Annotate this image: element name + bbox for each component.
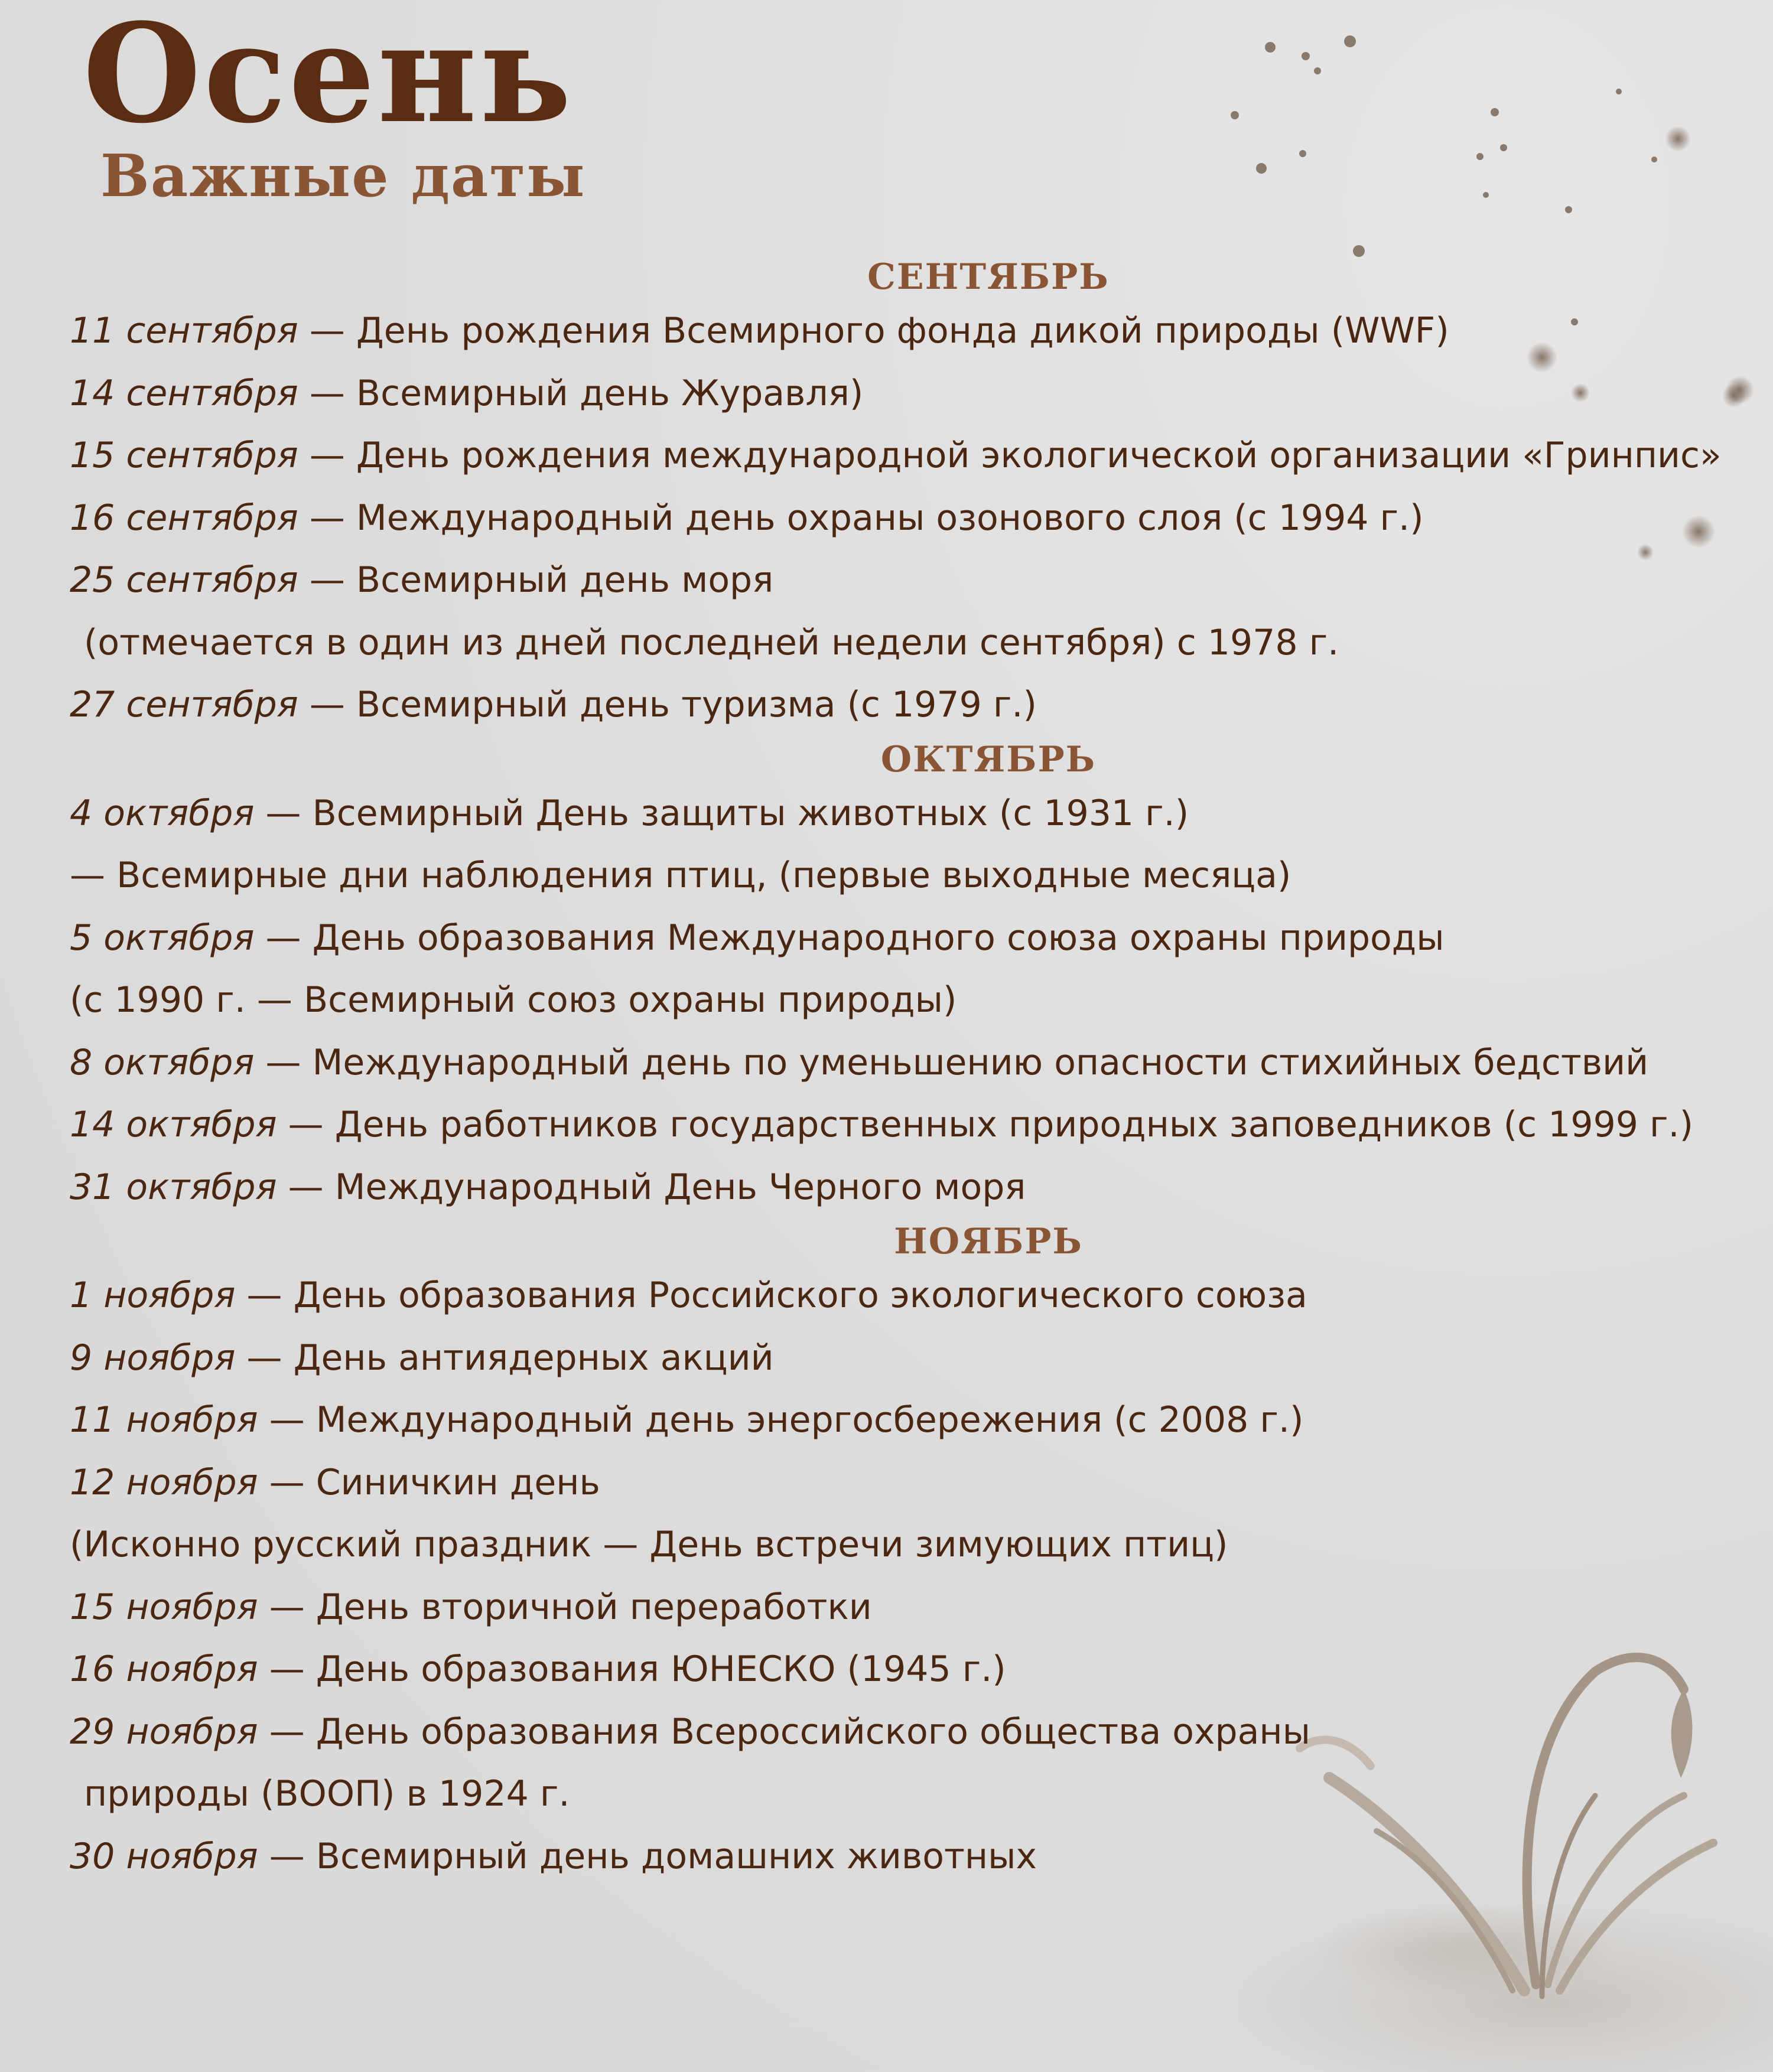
month-heading: НОЯБРЬ [894,1221,1083,1262]
list-item [70,549,1759,612]
list-item-continuation [70,1763,1759,1826]
event-text: — День образования Международного союза охраны природы [254,917,1445,959]
event-text: — День образования Российского экологического союза [235,1275,1307,1316]
event-text: — День рождения Всемирного фонда дикой природы (WWF) [298,310,1449,351]
event-text: — День рождения международной экологической организации «Гринпис» [298,435,1722,476]
list-item [70,1032,1759,1094]
date-label: 27 сентября [70,684,298,725]
list-item [70,1094,1759,1156]
event-text: — День образования ЮНЕСКО (1945 г.) [258,1649,1006,1690]
list-item [70,1265,1759,1327]
page-subtitle: Важные даты [100,142,586,210]
date-label: 29 ноября [70,1711,258,1752]
date-label: 31 октября [70,1166,277,1208]
date-label: 30 ноября [70,1835,258,1877]
date-label: 16 ноября [70,1649,258,1690]
event-text: — День антиядерных акций [235,1337,774,1379]
list-item [70,1576,1759,1639]
date-list [70,1265,1759,1888]
event-text: — Международный День Черного моря [276,1166,1026,1208]
list-item-continuation [70,1514,1759,1576]
month-heading: СЕНТЯБРЬ [867,256,1110,298]
event-text: — Всемирный день домашних животных [258,1835,1037,1877]
list-item [70,1452,1759,1514]
list-item [70,425,1759,487]
event-text: — Всемирный день туризма (с 1979 г.) [298,684,1037,725]
month-section-november [70,1219,1759,1888]
event-text: — Всемирные дни наблюдения птиц, (первые выходные месяца) [70,855,1291,896]
list-item [70,300,1759,363]
date-label: 11 сентября [70,310,298,351]
date-label: 15 сентября [70,435,298,476]
date-label: 14 октября [70,1104,277,1145]
event-text: — Международный день по уменьшению опасности стихийных бедствий [254,1041,1649,1083]
list-item [70,487,1759,550]
event-text: природы (ВООП) в 1924 г. [84,1773,570,1814]
list-item [70,1638,1759,1701]
date-label: 9 ноября [70,1337,236,1379]
event-text: — Международный день энергосбережения (с 2008 г.) [258,1399,1304,1441]
event-text: (с 1990 г. — Всемирный союз охраны природы) [70,979,957,1021]
date-label: 12 ноября [70,1461,258,1503]
list-item [70,907,1759,970]
event-text: — Всемирный День защиты животных (с 1931 г.) [254,792,1189,834]
date-label: 11 ноября [70,1399,258,1441]
event-text: (отмечается в один из дней последней недели сентября) с 1978 г. [84,621,1339,663]
event-text: — День образования Всероссийского общества охраны [258,1711,1310,1752]
date-label: 5 октября [70,917,255,959]
list-item [70,1389,1759,1452]
date-label: 1 ноября [70,1275,236,1316]
page-title: Осень [83,0,574,154]
list-item [70,845,1759,907]
event-text: — День вторичной переработки [258,1586,872,1628]
date-label: 15 ноября [70,1586,258,1628]
list-item [70,363,1759,425]
list-item-continuation [70,612,1759,675]
list-item [70,1826,1759,1888]
date-list [70,783,1759,1219]
month-heading: ОКТЯБРЬ [880,738,1097,780]
event-text: — День работников государственных природных заповедников (с 1999 г.) [276,1104,1694,1145]
month-section-october [70,737,1759,1219]
date-label: 16 сентября [70,497,298,539]
date-label: 14 сентября [70,372,298,414]
list-item [70,674,1759,737]
month-section-september [70,254,1759,737]
list-item [70,1701,1759,1764]
list-item [70,1327,1759,1390]
dates-content [70,254,1759,1888]
list-item [70,783,1759,845]
event-text: — Синичкин день [258,1461,600,1503]
date-label: 4 октября [70,792,255,834]
event-text: — Всемирный день моря [298,559,774,601]
event-text: — Всемирный день Журавля) [298,372,864,414]
date-label: 25 сентября [70,559,298,601]
list-item-continuation [70,969,1759,1032]
date-label: 8 октября [70,1041,255,1083]
event-text: (Исконно русский праздник — День встречи зимующих птиц) [70,1524,1228,1565]
list-item [70,1156,1759,1219]
date-list [70,300,1759,737]
event-text: — Международный день охраны озонового слоя (с 1994 г.) [298,497,1424,539]
